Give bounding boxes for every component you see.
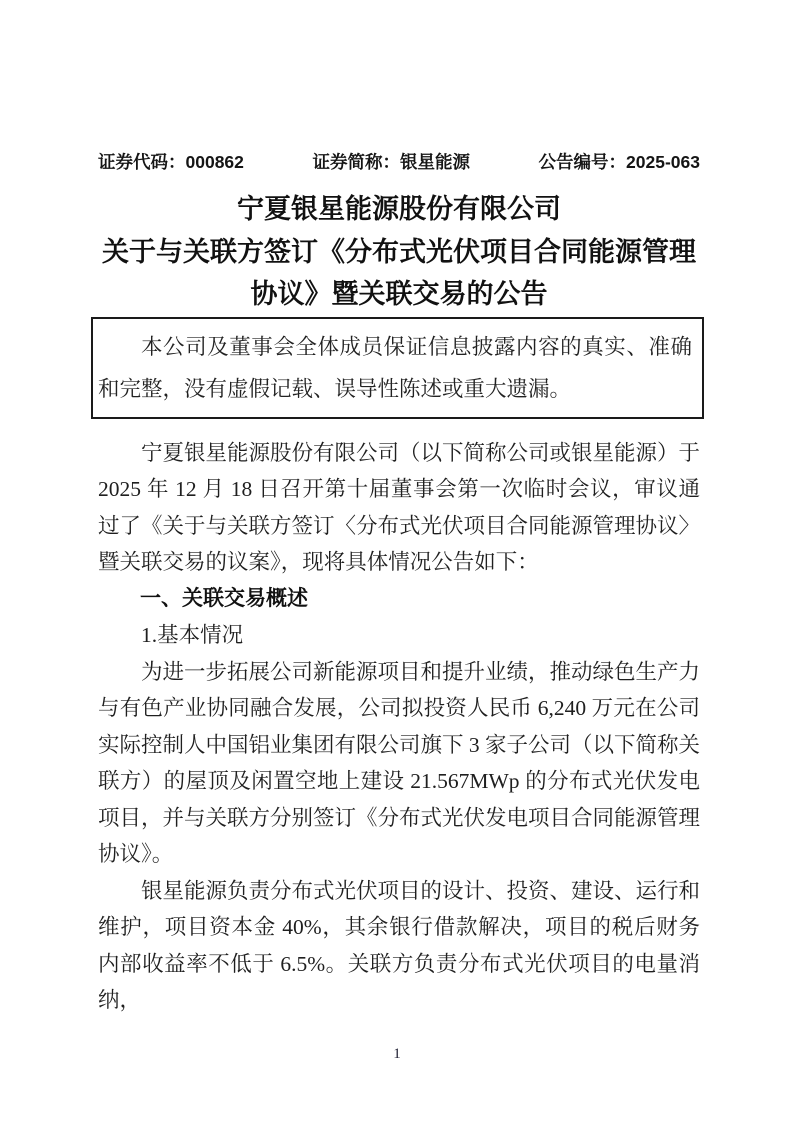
body-paragraph-2: 银星能源负责分布式光伏项目的设计、投资、建设、运行和维护，项目资本金 40%，其余银行借款解决，项目的税后财务内部收益率不低于 6.5%。关联方负责分布式光伏项目的电量消纳， [98, 878, 701, 1012]
title-subject-line2: 协议》暨关联交易的公告 [250, 279, 548, 309]
stock-code: 证券代码：000862 [98, 152, 244, 172]
disclaimer-text: 本公司及董事会全体成员保证信息披露内容的真实、准确和完整，没有虚假记载、误导性陈述或重大遗漏。 [98, 334, 692, 401]
intro-paragraph: 宁夏银星能源股份有限公司（以下简称公司或银星能源）于 2025 年 12 月 18 日召开第十届董事会第一次临时会议，审议通过了《关于与关联方签订〈分布式光伏项目合同能源管理协议〉暨关联交易的议案》，现将具体情况公告如下： [98, 440, 701, 574]
section-heading-1: 一、关联交易概述 [140, 586, 308, 610]
announcement-number: 公告编号：2025-063 [538, 152, 700, 172]
title-company-name: 宁夏银星能源股份有限公司 [237, 194, 561, 224]
document-title [98, 188, 700, 316]
stock-name: 证券简称：银星能源 [312, 152, 470, 172]
page-content [98, 0, 700, 1019]
body-paragraph-1: 为进一步拓展公司新能源项目和提升业绩，推动绿色生产力与有色产业协同融合发展，公司拟投资人民币 6,240 万元在公司实际控制人中国铝业集团有限公司旗下 3 家子公司（以下简称关联方）的屋顶及闲置空地上建设 21.567MWp 的分布式光伏发电项目，并与关联方分别签订《分布式光伏发电项目合同能源管理协议》。 [98, 659, 701, 866]
page-number: 1 [393, 1046, 401, 1062]
securities-header [98, 152, 700, 173]
title-subject-line1: 关于与关联方签订《分布式光伏项目合同能源管理 [102, 236, 696, 267]
document-body [98, 435, 700, 1019]
section-subheading-1: 1.基本情况 [141, 623, 244, 647]
disclaimer-box [91, 317, 704, 419]
